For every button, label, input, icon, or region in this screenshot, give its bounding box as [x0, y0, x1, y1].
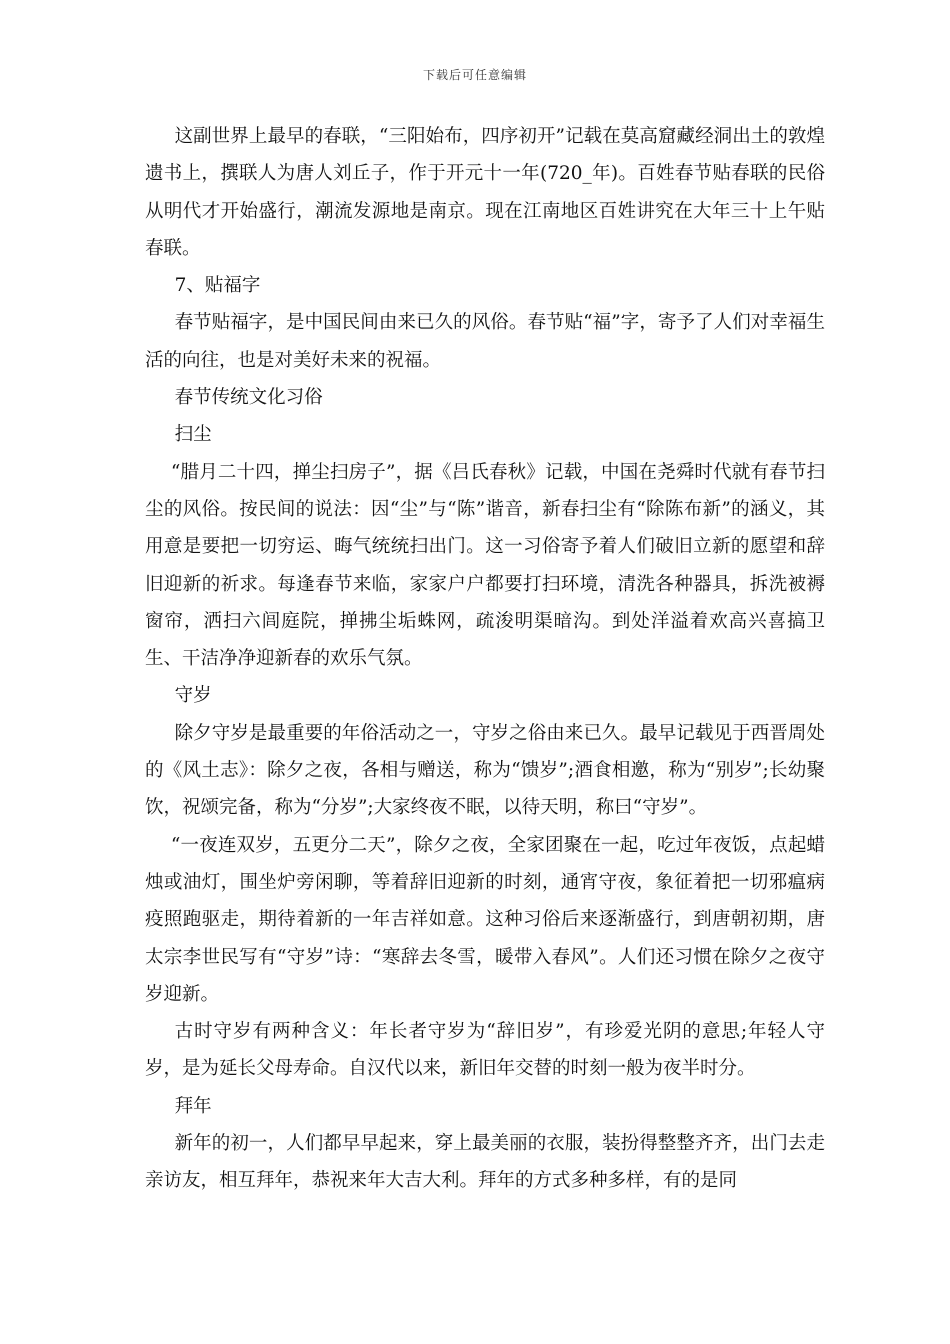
paragraph-vigil-origin: 除夕守岁是最重要的年俗活动之一，守岁之俗由来已久。最早记载见于西晋周处的《风土志》：除夕之夜，各相与赠送，称为“馈岁”;酒食相邀，称为“别岁”;长幼聚饮，祝颂完备，称为“分岁”;大家终夜不眠，以待天明，称曰“守岁”。 [145, 722, 825, 819]
paragraph-vigil-meaning: 古时守岁有两种含义：年长者守岁为“辞旧岁”，有珍爱光阴的意思;年轻人守岁，是为延长父母寿命。自汉代以来，新旧年交替的时刻一般为夜半时分。 [145, 1021, 825, 1080]
page-header-note: 下载后可任意编辑 [422, 68, 527, 82]
paragraph-fu-character: 春节贴福字，是中国民间由来已久的风俗。春节贴“福”字，寄予了人们对幸福生活的向往，也是对美好未来的祝福。 [145, 312, 825, 371]
paragraph-new-year-greeting: 新年的初一，人们都早早起来，穿上最美丽的衣服，装扮得整整齐齐，出门去走亲访友，相互拜年，恭祝来年大吉大利。拜年的方式多种多样，有的是同 [145, 1133, 825, 1192]
document-body [145, 118, 825, 1200]
section-heading-traditional-customs: 春节传统文化习俗 [174, 387, 323, 409]
paragraph-vigil-custom: “一夜连双岁，五更分二天”，除夕之夜，全家团聚在一起，吃过年夜饭，点起蜡烛或油灯，围坐炉旁闲聊，等着辞旧迎新的时刻，通宵守夜，象征着把一切邪瘟病疫照跑驱走，期待着新的一年吉祥如意。这种习俗后来逐渐盛行，到唐朝初期，唐太宗李世民写有“守岁”诗：“寒辞去冬雪，暖带入春风”。人们还习惯在除夕之夜守岁迎新。 [145, 834, 825, 1005]
section-heading-fu-character: 7、贴福字 [174, 275, 261, 297]
section-heading-sweeping: 扫尘 [174, 424, 212, 446]
section-heading-new-year-eve-vigil: 守岁 [174, 685, 212, 707]
section-heading-new-year-greeting: 拜年 [174, 1095, 212, 1117]
paragraph-spring-couplet-history: 这副世界上最早的春联，“三阳始布，四序初开”记载在莫高窟藏经洞出土的敦煌遗书上，撰联人为唐人刘丘子，作于开元十一年(720_年)。百姓春节贴春联的民俗从明代才开始盛行，潮流发源地是南京。现在江南地区百姓讲究在大年三十上午贴春联。 [145, 126, 825, 259]
paragraph-sweeping: “腊月二十四，掸尘扫房子”，据《吕氏春秋》记载，中国在尧舜时代就有春节扫尘的风俗。按民间的说法：因“尘”与“陈”谐音，新春扫尘有“除陈布新”的涵义，其用意是要把一切穷运、晦气统统扫出门。这一习俗寄予着人们破旧立新的愿望和辞旧迎新的祈求。每逢春节来临，家家户户都要打扫环境，清洗各种器具，拆洗被褥窗帘，洒扫六闾庭院，掸拂尘垢蛛网，疏浚明渠暗沟。到处洋溢着欢高兴喜搞卫生、干洁净净迎新春的欢乐气氛。 [145, 461, 825, 670]
